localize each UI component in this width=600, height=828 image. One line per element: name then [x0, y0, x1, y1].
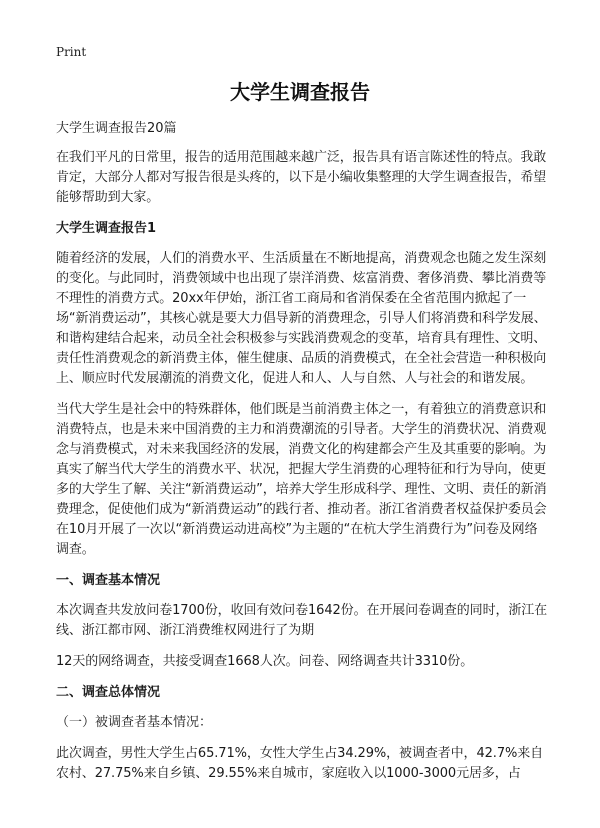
basic-paragraph-2: 12天的网络调查，共接受调查1668人次。问卷、网络调查共计3310份。 [56, 654, 474, 669]
overall-subheading: （一）被调查者基本情况： [56, 715, 213, 730]
section1-paragraph-2: 当代大学生是社会中的特殊群体，他们既是当前消费主体之一，有着独立的消费意识和消费特点，也是未来中国消费的主力和消费潮流的引导者。大学生的消费状况、消费观念与消费模式，对未来我国经济的发展，消费文化的构建都会产生及其重要的影响。为真实了解当代大学生的消费水平、状况，把握大学生消费的心理特征和行为导向，使更多的大学生了解、关注“新消费运动”，培养大学生形成科学、理性、文明、责任的新消费理念，促使他们成为“新消费运动”的践行者、推动者。浙江省消费者权益保护委员会在10月开展了一次以“新消费运动进高校”为主题的“在杭大学生消费行为”问卷及网络调查。 [56, 402, 547, 557]
section-heading-report-1: 大学生调查报告1 [56, 221, 157, 236]
section-heading-basic: 一、调查基本情况 [56, 573, 161, 588]
section1-paragraph-1: 随着经济的发展，人们的消费水平、生活质量在不断地提高，消费观念也随之发生深刻的变化。与此同时，消费领域中也出现了崇洋消费、炫富消费、奢侈消费、攀比消费等不理性的消费方式。20xx年伊始，浙江省工商局和省消保委在全省范围内掀起了一场“新消费运动”，其核心就是要大力倡导新的消费理念，引导人们将消费和科学发展、和谐构建结合起来，动员全社会积极参与实践消费观念的变革，培育具有理性、文明、责任性消费观念的新消费主体，催生健康、品质的消费模式，在全社会营造一种积极向上、顺应时代发展潮流的消费文化，促进人和人、人与自然、人与社会的和谐发展。 [56, 251, 547, 386]
document-body [56, 120, 548, 795]
basic-paragraph-1: 本次调查共发放问卷1700份，收回有效问卷1642份。在开展问卷调查的同时，浙江在线、浙江都市网、浙江消费维权网进行了为期 [56, 603, 548, 638]
document-subtitle: 大学生调查报告20篇 [56, 121, 177, 136]
print-link[interactable]: Print [56, 45, 87, 59]
page-title: 大学生调查报告 [230, 80, 370, 104]
overall-paragraph-1: 此次调查，男性大学生占65.71%，女性大学生占34.29%，被调查者中，42.7%来自农村、27.75%来自乡镇、29.55%来自城市，家庭收入以1000-3000元居多，占 [56, 746, 544, 781]
section-heading-overall: 二、调查总体情况 [56, 685, 161, 700]
intro-paragraph: 在我们平凡的日常里，报告的适用范围越来越广泛，报告具有语言陈述性的特点。我敢肯定，大部分人都对写报告很是头疼的，以下是小编收集整理的大学生调查报告，希望能够帮助到大家。 [56, 150, 547, 205]
